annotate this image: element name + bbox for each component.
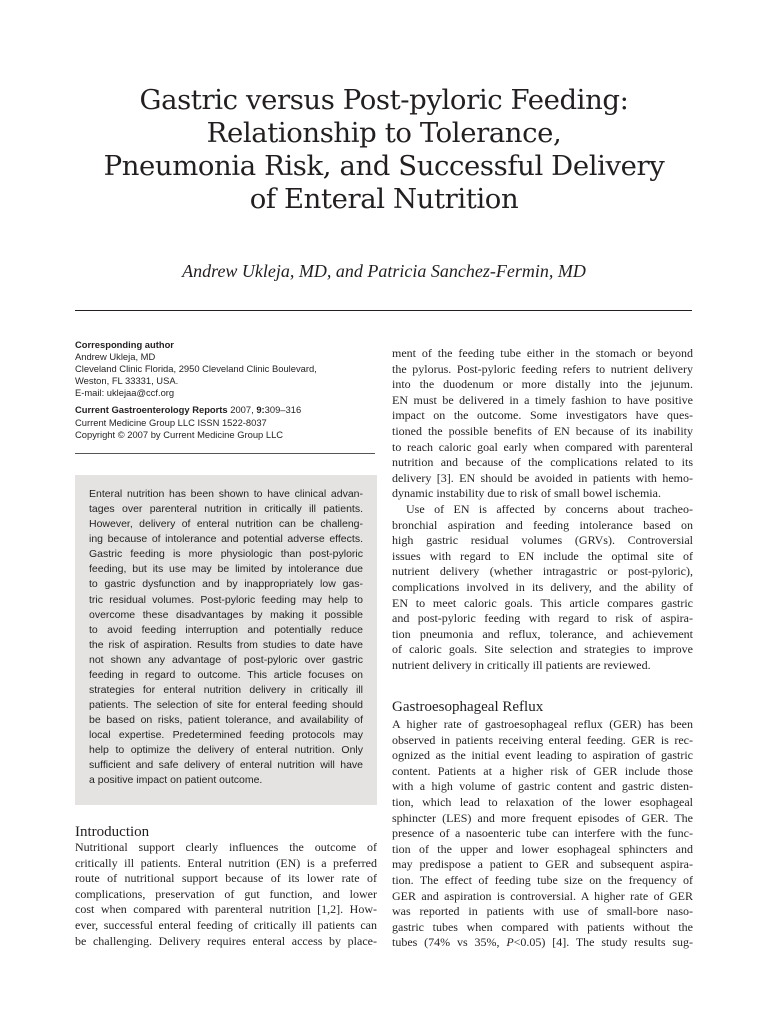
gastroesophageal-reflux-body xyxy=(392,717,693,951)
gastroesophageal-reflux-heading: Gastroesophageal Reflux xyxy=(392,699,544,715)
abstract-line: feeding, but its use may be limited by intolerance due xyxy=(89,563,363,576)
body-text: tubes (74% vs 35%, xyxy=(392,935,507,950)
publisher-info: Current Medicine Group LLC ISSN 1522-8037 xyxy=(75,416,267,428)
body-line: be challenging. Delivery requires enteral access by place- xyxy=(75,933,377,948)
body-line: tioned the possible benefits of EN because of its inability xyxy=(392,423,693,438)
body-line: nutrition and because of the complications related to its xyxy=(392,455,693,470)
citation-volume: 9: xyxy=(256,404,265,416)
abstract-line: Enteral nutrition has been shown to have clinical advan- xyxy=(89,488,363,500)
body-line: into the duodenum or more distally into the jejunum. xyxy=(392,377,693,392)
body-line: nutrient delivery in critically ill patients are reviewed. xyxy=(392,657,651,672)
abstract-line: Gastric feeding is more physiologic than post-pyloric xyxy=(89,548,363,561)
abstract-line: not shown any advantage of post-pyloric over gastric xyxy=(89,653,363,666)
abstract-line: sufficient and safe delivery of enteral nutrition will have xyxy=(89,759,363,772)
body-line: issues with regard to EN include the optimal site of xyxy=(392,548,693,563)
body-line: ognized as the initial event leading to aspiration of gastric xyxy=(392,748,693,763)
abstract-box xyxy=(75,475,377,805)
abstract-line: tages over parenteral nutrition in critically ill patients. xyxy=(89,503,363,516)
body-line: impact on the outcome. Some investigators have ques- xyxy=(392,408,693,423)
article-title xyxy=(60,84,708,216)
body-line: tion pneumonia and reflux, tolerance, and achievement xyxy=(392,626,693,641)
body-line: A higher rate of gastroesophageal reflux (GER) has been xyxy=(392,717,693,731)
body-line: of caloric goals. Site selection and strategies to improve xyxy=(392,642,693,657)
abstract-line: However, delivery of enteral nutrition can be challeng- xyxy=(89,518,363,531)
body-line: ever, successful enteral feeding of critically ill patients can xyxy=(75,917,377,932)
author-address-line: Cleveland Clinic Florida, 2950 Cleveland Clinic Boulevard, xyxy=(75,363,317,375)
body-line: delivery [3]. EN should be avoided in patients with hemo- xyxy=(392,470,693,485)
body-line: EN must be delivered in a timely fashion to have positive xyxy=(392,392,693,407)
abstract-line: to avoid feeding interruption and potentially reduce xyxy=(89,623,363,636)
abstract-line: local expertise. Predetermined feeding protocols may xyxy=(89,729,363,742)
citation-pages: 309–316 xyxy=(264,404,302,416)
citation-year: 2007, xyxy=(227,404,257,416)
abstract-line: ing because of intolerance and potential adverse effects. xyxy=(89,533,363,546)
corresponding-author-label: Corresponding author xyxy=(75,339,174,350)
abstract-line: tric residual volumes. Post-pyloric feeding may help to xyxy=(89,593,363,606)
body-line: ment of the feeding tube either in the stomach or beyond xyxy=(392,346,693,360)
right-column-body xyxy=(392,346,693,673)
body-line: gastric tubes when compared with patients without the xyxy=(392,919,693,934)
body-text: <0.05) [4]. The study results sug- xyxy=(513,935,693,950)
article-metadata xyxy=(75,339,375,441)
author-address-line: Weston, FL 33331, USA. xyxy=(75,375,179,387)
author-email: E-mail: uklejaa@ccf.org xyxy=(75,387,175,399)
body-line: tion, which lead to relaxation of the lower esophageal xyxy=(392,794,693,809)
body-line: high gastric residual volumes (GRVs). Controversial xyxy=(392,533,693,548)
introduction-body xyxy=(75,840,377,949)
body-line: and post-pyloric feeding with regard to risk of aspira- xyxy=(392,611,693,626)
body-line: Nutritional support clearly influences the outcome of xyxy=(75,840,377,854)
abstract-line: patients. The selection of site for enteral feeding should xyxy=(89,699,363,712)
abstract-line: to gastric dysfunction and by inappropriately low gas- xyxy=(89,578,363,591)
author-list: Andrew Ukleja, MD, and Patricia Sanchez-Fermin, MD xyxy=(182,261,586,281)
body-line: sphincter (LES) and more frequent episodes of GER. The xyxy=(392,810,693,825)
introduction-heading: Introduction xyxy=(75,824,150,840)
abstract-line: be based on risks, patient tolerance, and availability of xyxy=(89,714,363,727)
body-line: complications, preservation of gut function, and lower xyxy=(75,886,377,901)
body-line: dynamic instability due to risk of small bowel ischemia. xyxy=(392,486,661,501)
body-line: tion of the upper and lower esophageal sphincters and xyxy=(392,841,693,856)
title-line: of Enteral Nutrition xyxy=(249,183,519,215)
body-line: tion. The effect of feeding tube size on the frequency of xyxy=(392,872,693,887)
metadata-divider xyxy=(75,453,375,454)
abstract-line: the risk of aspiration. Results from studies to date have xyxy=(89,638,363,651)
author-name: Andrew Ukleja, MD xyxy=(75,351,156,363)
body-line: complications involved in its delivery, and the ability of xyxy=(392,579,693,594)
copyright-notice: Copyright © 2007 by Current Medicine Group LLC xyxy=(75,428,284,440)
body-line: content. Patients at a higher risk of GER include those xyxy=(392,763,693,778)
abstract-line: help to optimize the delivery of enteral nutrition. Only xyxy=(89,744,363,757)
journal-citation xyxy=(75,404,375,416)
journal-name: Current Gastroenterology Reports xyxy=(75,404,228,416)
body-line xyxy=(392,935,693,951)
body-line: cost when compared with parenteral nutrition [1,2]. How- xyxy=(75,902,377,917)
body-line: bronchial aspiration and feeding intolerance based on xyxy=(392,517,693,532)
p-value-symbol: P xyxy=(506,935,514,950)
title-divider xyxy=(75,310,692,311)
abstract-line: a positive impact on patient outcome. xyxy=(89,774,263,787)
body-line: to reach caloric goal early when compared with parenteral xyxy=(392,439,693,454)
body-line: may predispose a patient to GER and subsequent aspira- xyxy=(392,857,693,872)
body-line: GER and aspiration is controversial. A higher rate of GER xyxy=(392,888,693,903)
abstract-line: overcome these disadvantages by making it possible xyxy=(89,608,363,621)
body-line: nutrient delivery (whether intragastric or post-pyloric), xyxy=(392,564,693,579)
body-line: with a high volume of gastric content and gastric disten- xyxy=(392,779,693,794)
body-line: EN to meet caloric goals. This article compares gastric xyxy=(392,595,693,610)
body-line: the pylorus. Post-pyloric feeding refers to nutrient delivery xyxy=(392,361,693,376)
title-line: Relationship to Tolerance, xyxy=(206,117,562,149)
title-line: Pneumonia Risk, and Successful Delivery xyxy=(103,150,665,182)
abstract-line: feeding in regard to outcome. This article focuses on xyxy=(89,668,363,681)
body-line: Use of EN is affected by concerns about tracheo- xyxy=(406,501,693,516)
abstract-line: strategies for enteral nutrition delivery in critically ill xyxy=(89,684,363,697)
body-line: critically ill patients. Enteral nutrition (EN) is a preferred xyxy=(75,855,377,870)
body-line: presence of a nasoenteric tube can interfere with the func- xyxy=(392,826,693,841)
body-line: route of nutritional support because of its lower rate of xyxy=(75,871,377,886)
body-line: was reported in patients with use of small-bore naso- xyxy=(392,904,693,919)
title-line: Gastric versus Post-pyloric Feeding: xyxy=(139,84,629,116)
body-line: observed in patients receiving enteral feeding. GER is rec- xyxy=(392,732,693,747)
